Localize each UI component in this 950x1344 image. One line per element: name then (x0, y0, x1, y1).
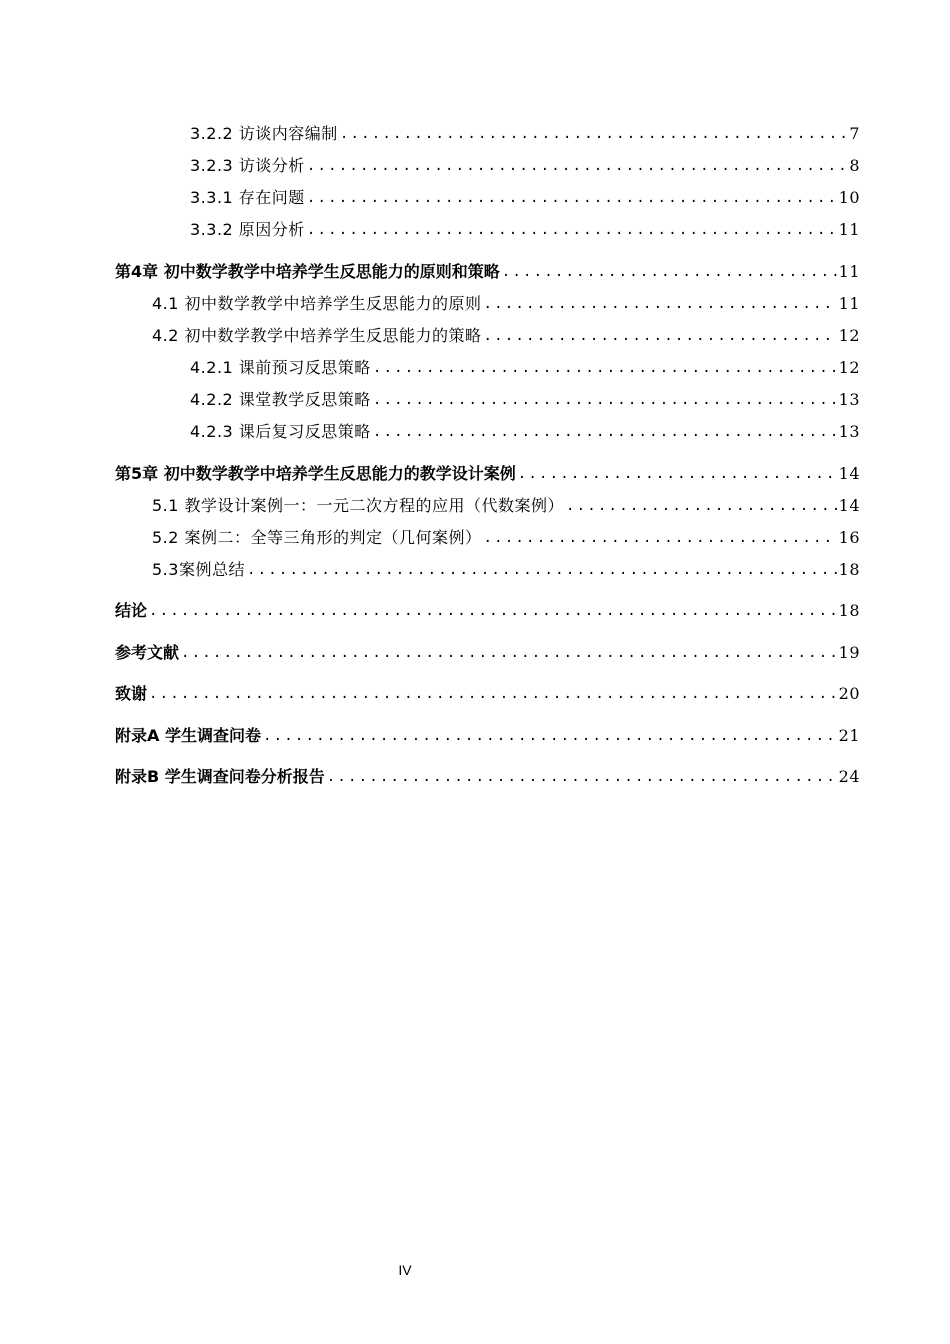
toc-entry-5-3[interactable] (152, 556, 860, 580)
toc-entry-page: 14 (838, 464, 860, 483)
toc-entry-page: 11 (838, 262, 860, 281)
toc-entry-page: 8 (849, 156, 860, 175)
toc-entry-label: 参考文献 (115, 643, 180, 662)
toc-entry-3-2-3[interactable] (190, 152, 860, 176)
toc-leader-dots (484, 528, 837, 548)
toc-entry-label: 结论 (115, 601, 148, 620)
toc-entry-references[interactable] (115, 639, 860, 663)
toc-entry-label: 4.2.2 课堂教学反思策略 (190, 390, 371, 409)
toc-leader-dots (263, 726, 837, 746)
toc-entry-page: 13 (838, 390, 860, 409)
toc-entry-label: 5.3案例总结 (152, 560, 245, 579)
toc-entry-label: 致谢 (115, 684, 148, 703)
toc-leader-dots (307, 156, 848, 176)
toc-entry-page: 11 (838, 220, 860, 239)
toc-entry-page: 19 (838, 643, 860, 662)
toc-leader-dots (307, 220, 837, 240)
toc-entry-chapter-4[interactable] (115, 258, 860, 282)
toc-leader-dots (502, 262, 837, 282)
toc-entry-page: 14 (838, 496, 860, 515)
toc-entry-label: 3.2.3 访谈分析 (190, 156, 305, 175)
toc-entry-label: 3.3.1 存在问题 (190, 188, 305, 207)
toc-leader-dots (484, 326, 837, 346)
toc-entry-page: 10 (838, 188, 860, 207)
toc-leader-dots (327, 767, 837, 787)
toc-entry-label: 5.1 教学设计案例一：一元二次方程的应用（代数案例） (152, 496, 565, 515)
toc-entry-page: 12 (838, 326, 860, 345)
toc-leader-dots (149, 684, 837, 704)
toc-entry-4-2-3[interactable] (190, 418, 860, 442)
toc-entry-page: 18 (838, 601, 860, 620)
toc-entry-page: 24 (838, 767, 860, 786)
toc-entry-label: 4.1 初中数学教学中培养学生反思能力的原则 (152, 294, 482, 313)
toc-entry-5-1[interactable] (152, 492, 860, 516)
toc-leader-dots (149, 601, 837, 621)
toc-entry-label: 第4章 初中数学教学中培养学生反思能力的原则和策略 (115, 262, 500, 281)
toc-entry-4-1[interactable] (152, 290, 860, 314)
toc-leader-dots (340, 124, 848, 144)
toc-entry-4-2-2[interactable] (190, 386, 860, 410)
toc-entry-label: 4.2 初中数学教学中培养学生反思能力的策略 (152, 326, 482, 345)
toc-entry-label: 3.3.2 原因分析 (190, 220, 305, 239)
toc-entry-label: 4.2.3 课后复习反思策略 (190, 422, 371, 441)
page-footer (0, 1262, 950, 1278)
toc-entry-3-2-2[interactable] (190, 120, 860, 144)
toc-entry-4-2[interactable] (152, 322, 860, 346)
toc-entry-5-2[interactable] (152, 524, 860, 548)
toc-entry-label: 3.2.2 访谈内容编制 (190, 124, 338, 143)
toc-entry-label: 第5章 初中数学教学中培养学生反思能力的教学设计案例 (115, 464, 516, 483)
toc-entry-page: 21 (838, 726, 860, 745)
toc-leader-dots (484, 294, 837, 314)
toc-leader-dots (373, 422, 837, 442)
toc-entry-label: 附录B 学生调查问卷分析报告 (115, 767, 325, 786)
toc-entry-appendix-b[interactable] (115, 763, 860, 787)
toc-leader-dots (307, 188, 837, 208)
toc-entry-3-3-1[interactable] (190, 184, 860, 208)
toc-entry-page: 20 (838, 684, 860, 703)
toc-entry-label: 附录A 学生调查问卷 (115, 726, 261, 745)
toc-entry-page: 13 (838, 422, 860, 441)
toc-entry-page: 11 (838, 294, 860, 313)
toc-entry-4-2-1[interactable] (190, 354, 860, 378)
toc-entry-appendix-a[interactable] (115, 722, 860, 746)
toc-entry-page: 16 (838, 528, 860, 547)
toc-entry-page: 12 (838, 358, 860, 377)
toc-leader-dots (373, 390, 837, 410)
toc-leader-dots (518, 464, 837, 484)
toc-entry-label: 4.2.1 课前预习反思策略 (190, 358, 371, 377)
toc-entry-acknowledgements[interactable] (115, 680, 860, 704)
toc-leader-dots (181, 643, 837, 663)
toc-leader-dots (247, 560, 837, 580)
page-number: IV (398, 1262, 412, 1278)
toc-leader-dots (373, 358, 837, 378)
toc-entry-page: 7 (849, 124, 860, 143)
toc-entry-chapter-5[interactable] (115, 460, 860, 484)
toc-entry-conclusion[interactable] (115, 597, 860, 621)
toc-entry-label: 5.2 案例二：全等三角形的判定（几何案例） (152, 528, 482, 547)
toc-entry-page: 18 (838, 560, 860, 579)
toc-leader-dots (566, 496, 837, 516)
toc-entry-3-3-2[interactable] (190, 216, 860, 240)
